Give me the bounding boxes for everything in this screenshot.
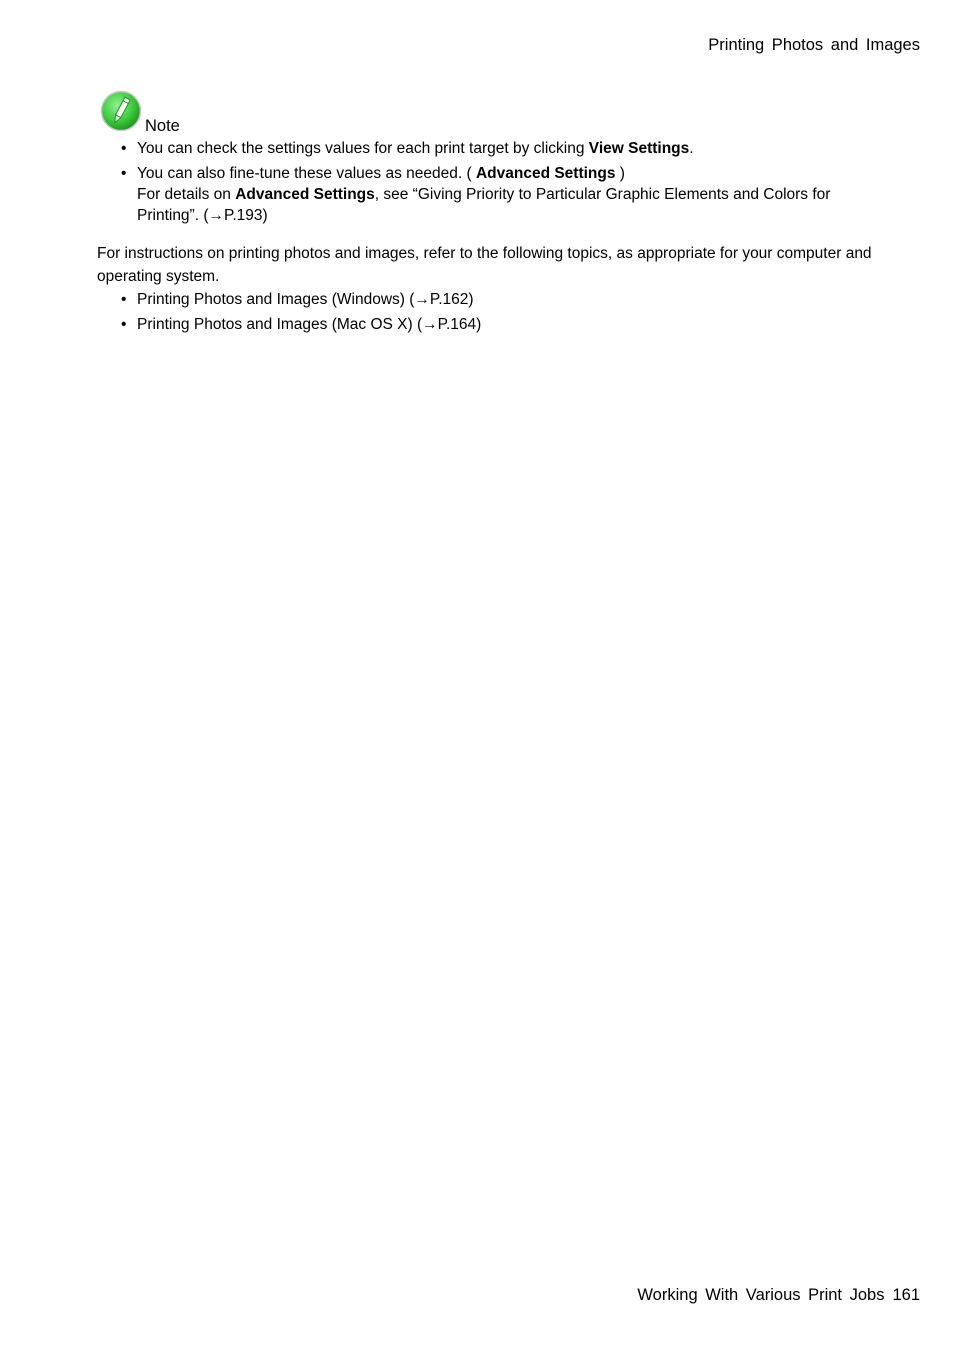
running-footer <box>637 1286 920 1305</box>
note-block <box>100 90 880 226</box>
note-heading <box>100 90 880 138</box>
advanced-settings-term: Advanced Settings <box>475 165 616 182</box>
note-item-advanced-settings <box>100 163 880 226</box>
topic-link-windows[interactable]: • Printing Photos and Images (Windows) (→P.162) <box>100 289 880 310</box>
cross-reference-text: , see “Giving Priority to Particular Graphic Elements and Colors for Printing”. (→P.193) <box>137 186 831 224</box>
note-title: Note <box>145 117 180 135</box>
topic-list <box>100 289 880 335</box>
note-item-text: For details on <box>137 186 236 203</box>
intro-paragraph: For instructions on printing photos and images, refer to the following topics, as appropriate for your computer and operating system. <box>97 245 872 285</box>
note-item-text: . <box>689 140 694 157</box>
pencil-note-icon <box>100 90 142 132</box>
advanced-settings-term: Advanced Settings <box>235 186 375 203</box>
note-item-view-settings <box>100 138 880 159</box>
note-list <box>100 138 880 226</box>
chapter-title: Working With Various Print Jobs <box>637 1286 885 1304</box>
page-number: 161 <box>892 1286 920 1304</box>
running-header: Printing Photos and Images <box>708 36 920 54</box>
note-item-text: You can also fine-tune these values as needed. ( <box>137 165 476 182</box>
view-settings-term: View Settings <box>588 140 690 157</box>
topic-link-mac[interactable]: • Printing Photos and Images (Mac OS X) (→P.164) <box>100 314 880 335</box>
note-item-text: ) <box>615 165 625 182</box>
note-item-text: You can check the settings values for each print target by clicking <box>137 140 589 157</box>
